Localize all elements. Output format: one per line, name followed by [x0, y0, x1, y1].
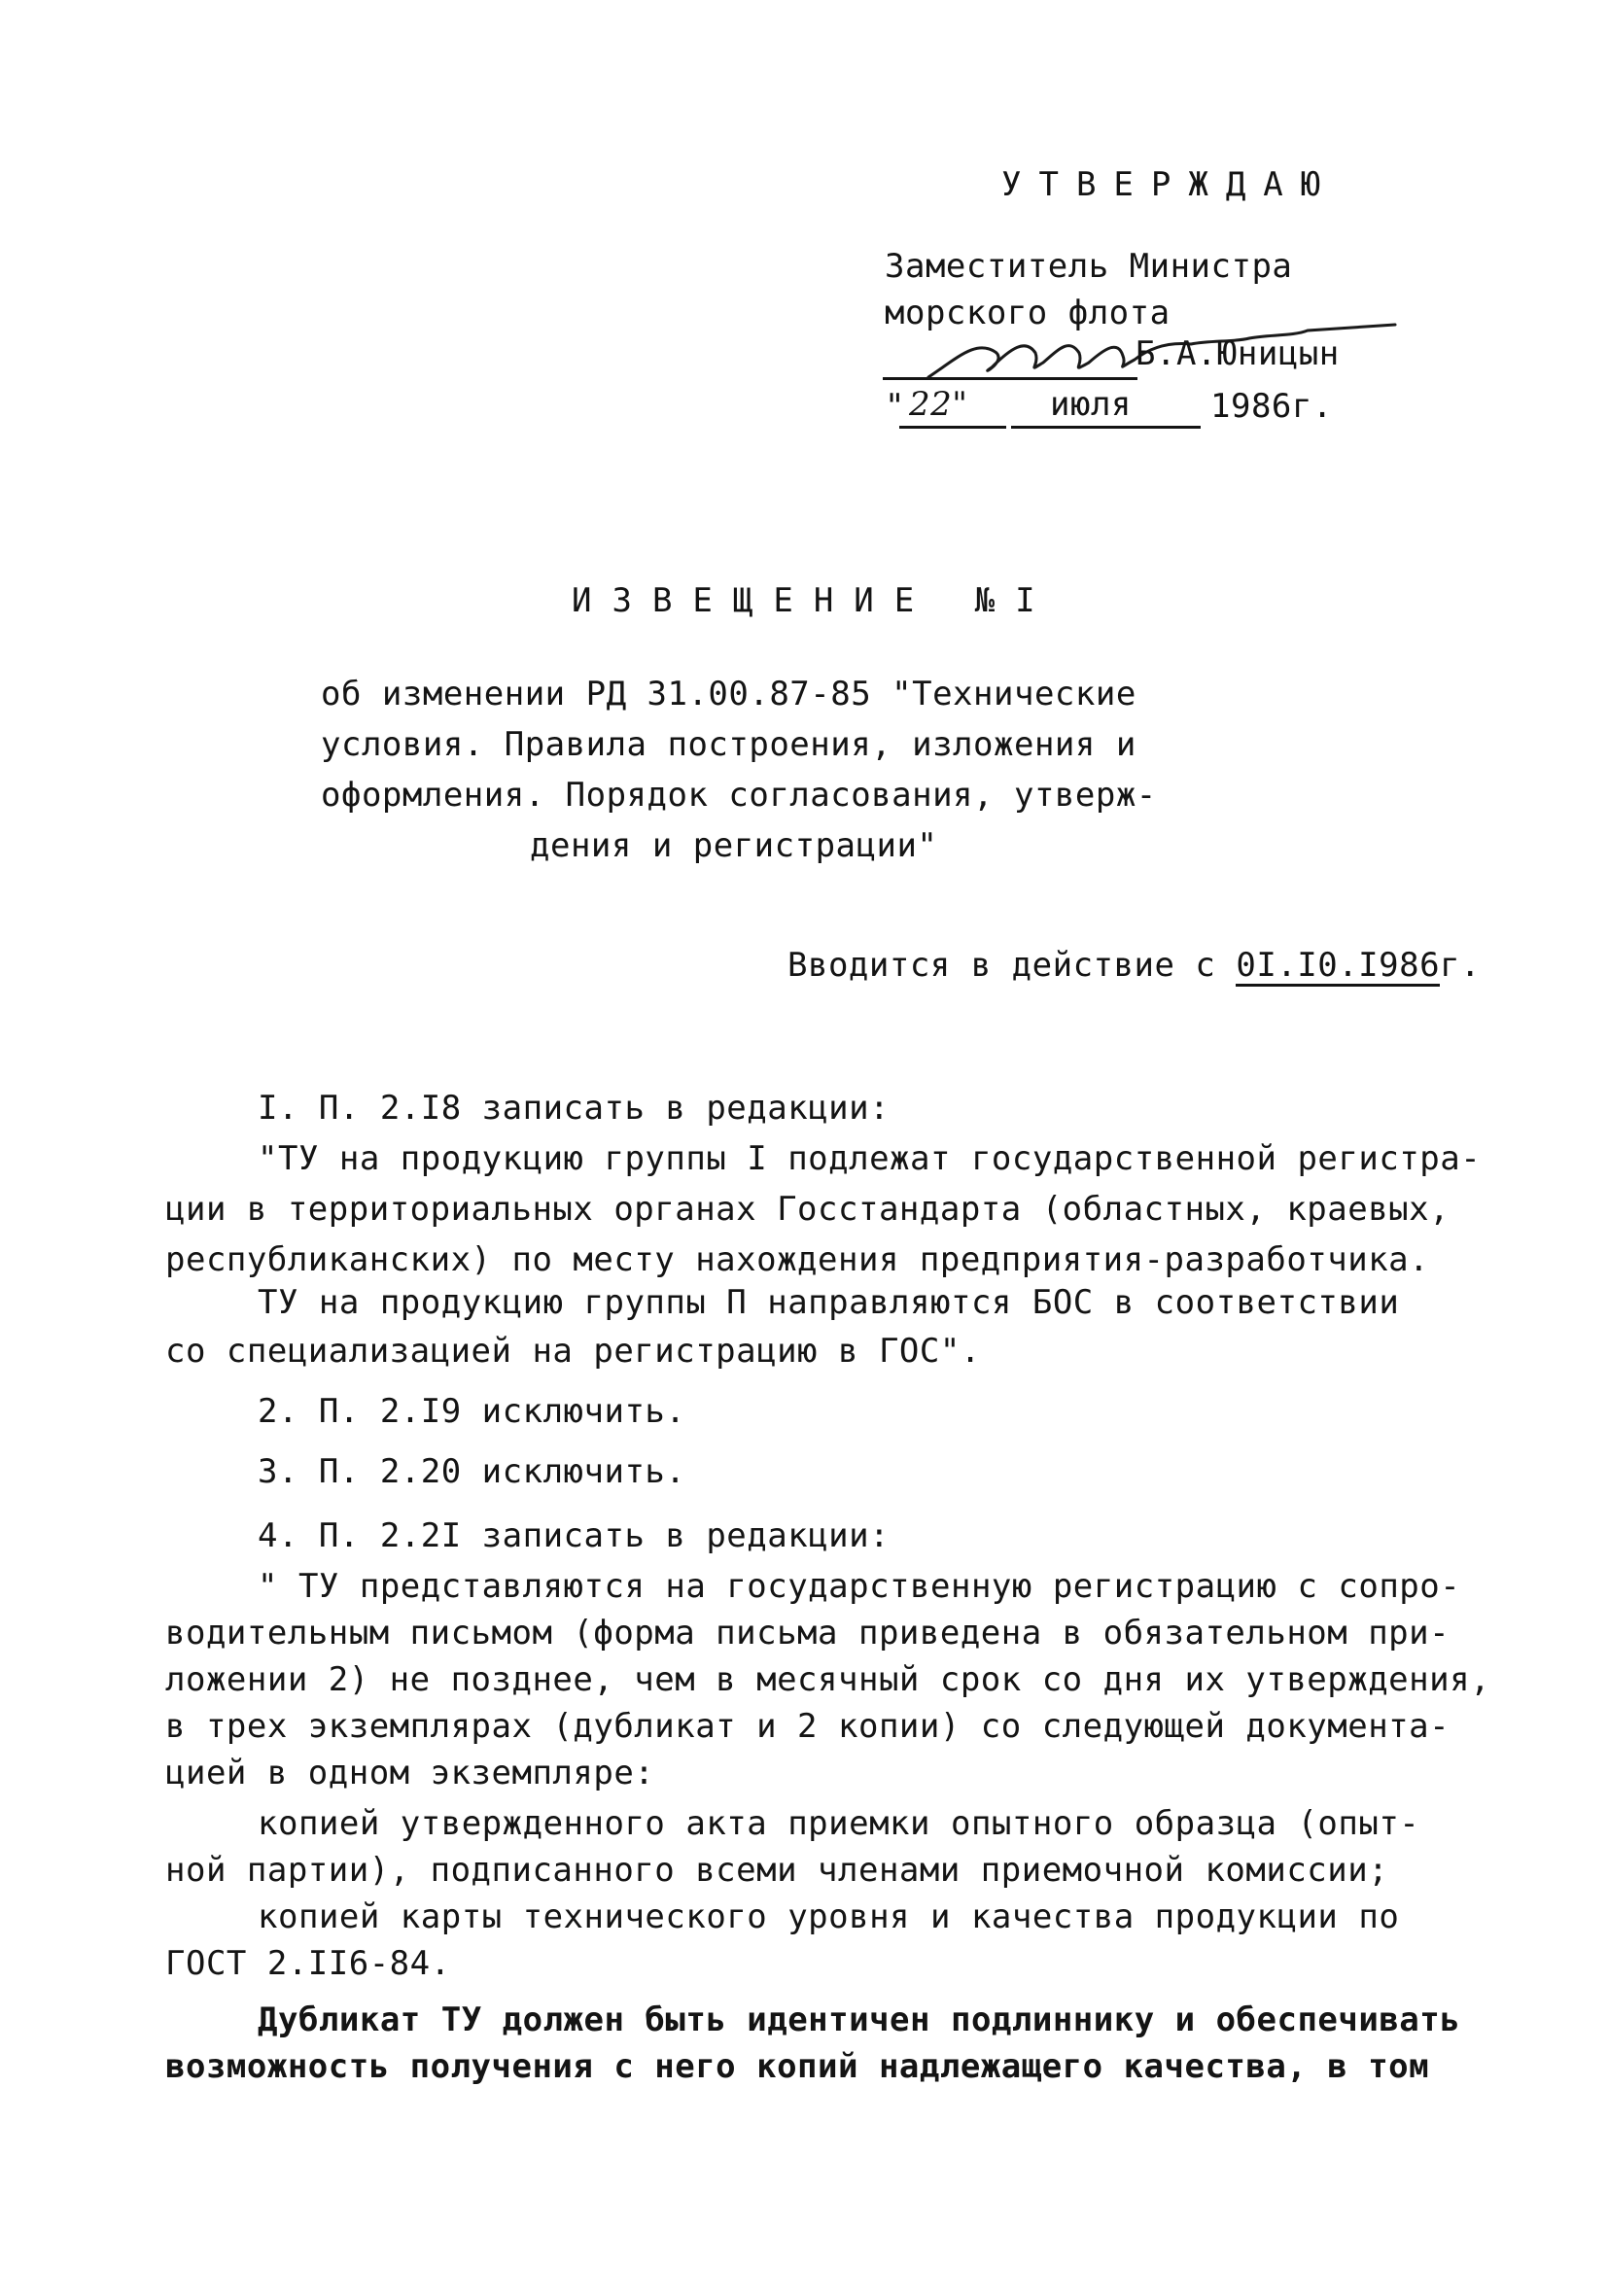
notice-title: ИЗВЕЩЕНИЕ №I [572, 581, 1056, 620]
body-line-11: водительным письмом (форма письма приведена в обязательном при- [165, 1614, 1451, 1652]
effective-date-line [787, 946, 1481, 987]
approval-position-line1: Заместитель Министра [885, 247, 1293, 286]
body-line-10: " ТУ представляются на государственную регистрацию с сопро- [258, 1567, 1461, 1606]
body-line-6: со специализацией на регистрацию в ГОС". [165, 1332, 981, 1371]
body-line-1: I. П. 2.I8 записать в редакции: [258, 1089, 891, 1128]
body-line-7: 2. П. 2.I9 исключить. [258, 1392, 686, 1431]
approval-date-day-line [899, 426, 1006, 429]
approval-signatory: Б.А.Юницын [1136, 334, 1340, 373]
effective-prefix: Вводится в действие с [787, 946, 1237, 985]
effective-suffix: г. [1440, 946, 1481, 985]
body-line-16: ной партии), подписанного всеми членами приемочной комиссии; [165, 1851, 1389, 1890]
approval-date-open-quote: " [885, 387, 905, 426]
notice-subject-line-2: условия. Правила построения, изложения и [321, 725, 1136, 764]
body-line-19: Дубликат ТУ должен быть идентичен подлиннику и обеспечивать [258, 2000, 1461, 2039]
body-line-9: 4. П. 2.2I записать в редакции: [258, 1516, 891, 1555]
body-line-8: 3. П. 2.20 исключить. [258, 1452, 686, 1491]
notice-subject-line-1: об изменении РД 31.00.87-85 "Технические [321, 675, 1136, 713]
body-line-14: цией в одном экземпляре: [165, 1754, 655, 1792]
body-line-5: ТУ на продукцию группы П направляются БОС в соответствии [258, 1283, 1400, 1322]
approval-date-day: 22" [909, 385, 968, 424]
approval-date-month: июля [1050, 385, 1132, 424]
body-line-20: возможность получения с него копий надлежащего качества, в том [165, 2047, 1430, 2086]
notice-subject-line-4: дения и регистрации" [530, 826, 938, 865]
body-line-12: ложении 2) не позднее, чем в месячный срок со дня их утверждения, [165, 1660, 1491, 1699]
body-line-15: копией утвержденного акта приемки опытного образца (опыт- [258, 1804, 1420, 1843]
approval-header: УТВЕРЖДАЮ [1001, 165, 1339, 204]
body-line-18: ГОСТ 2.II6-84. [165, 1944, 451, 1983]
body-line-17: копией карты технического уровня и качества продукции по [258, 1897, 1400, 1936]
body-line-4: республиканских) по месту нахождения предприятия-разработчика. [165, 1240, 1430, 1279]
notice-subject-line-3: оформления. Порядок согласования, утверж- [321, 776, 1157, 815]
body-line-2: "ТУ на продукцию группы I подлежат государственной регистра- [258, 1139, 1482, 1178]
approval-date-year: 1986г. [1210, 387, 1333, 426]
effective-date: 0I.I0.I986 [1236, 946, 1441, 985]
body-line-3: ции в территориальных органах Госстандарта (областных, краевых, [165, 1190, 1451, 1229]
body-line-13: в трех экземплярах (дубликат и 2 копии) со следующей документа- [165, 1707, 1451, 1746]
approval-date-month-line [1011, 426, 1201, 429]
approval-position-line2: морского флота [885, 294, 1171, 332]
